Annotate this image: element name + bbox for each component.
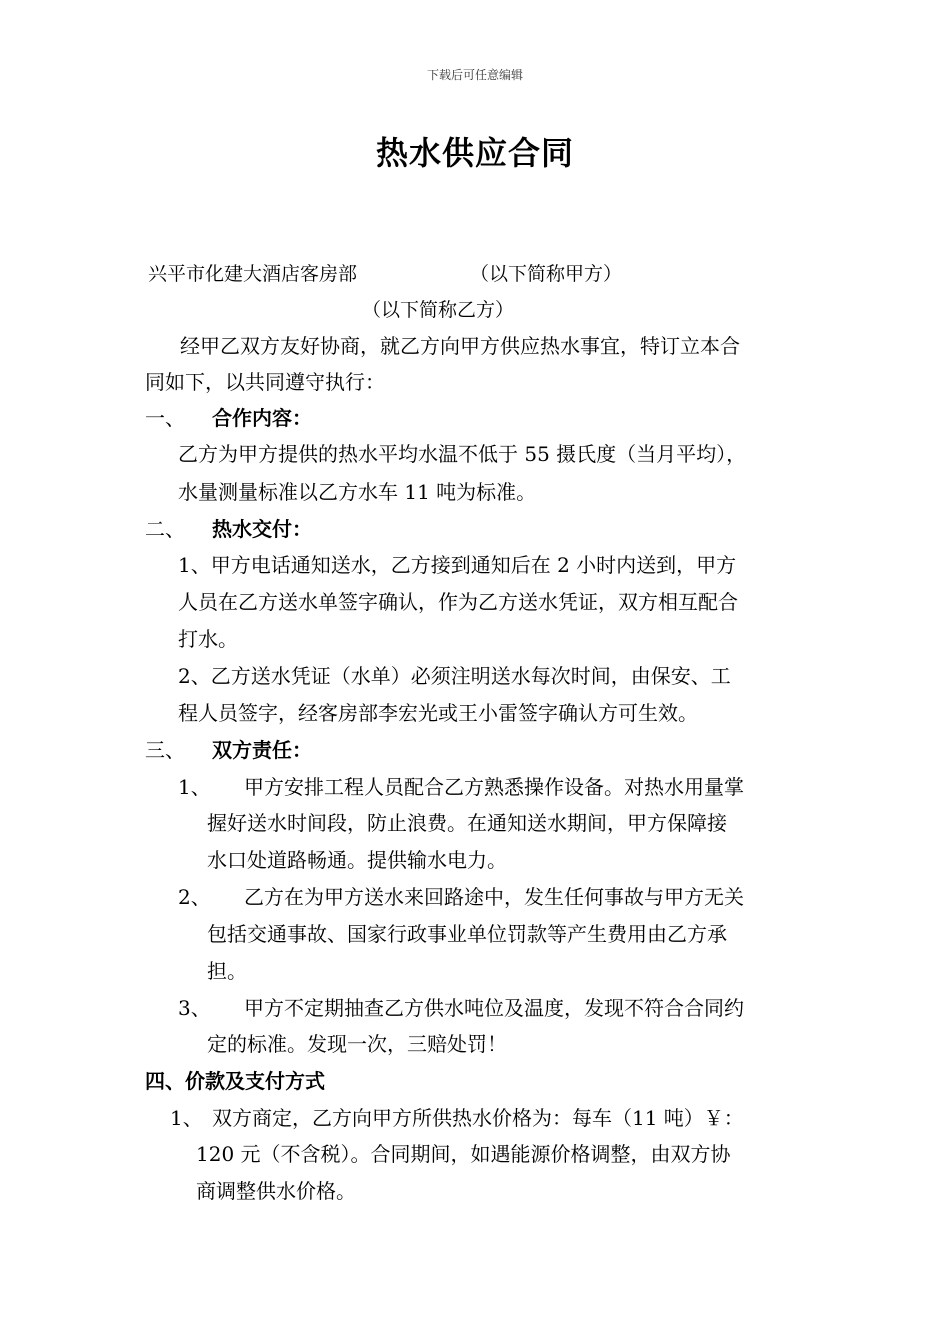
section-3-item-2-number: 2、 <box>178 885 211 909</box>
section-3-number: 三、 <box>145 738 185 762</box>
section-4-item-1-line-3: 商调整供水价格。 <box>196 1179 356 1203</box>
section-1-line-1: 乙方为甲方提供的热水平均水温不低于 55 摄氏度（当月平均）， <box>178 442 747 466</box>
party-a-label: （以下简称甲方） <box>470 263 623 285</box>
section-4-item-1-number: 1、 <box>170 1106 203 1130</box>
section-3-item-1-line-2: 握好送水时间段，防止浪费。在通知送水期间，甲方保障接 <box>207 811 727 835</box>
intro-line-2: 同如下，以共同遵守执行： <box>145 370 385 394</box>
section-4-item-1-line-2: 120 元（不含税）。合同期间，如遇能源价格调整，由双方协 <box>196 1142 731 1166</box>
section-1-heading: 合作内容： <box>212 406 312 430</box>
section-2-item-2-line-1: 2、乙方送水凭证（水单）必须注明送水每次时间，由保安、工 <box>178 664 731 688</box>
intro-line-1: 经甲乙双方友好协商，就乙方向甲方供应热水事宜，特订立本合 <box>180 334 740 358</box>
section-2-item-1-line-1: 1、甲方电话通知送水，乙方接到通知后在 2 小时内送到，甲方 <box>178 553 737 577</box>
section-3-item-1-number: 1、 <box>178 775 211 799</box>
section-2-item-2-line-2: 程人员签字，经客房部李宏光或王小雷签字确认方可生效。 <box>178 701 698 725</box>
party-a-name: 兴平市化建大酒店客房部 <box>148 263 358 285</box>
section-3-heading: 双方责任： <box>212 738 312 762</box>
section-3-item-1-line-3: 水口处道路畅通。提供输水电力。 <box>207 848 507 872</box>
section-3-item-1-line-1: 甲方安排工程人员配合乙方熟悉操作设备。对热水用量掌 <box>244 775 744 799</box>
section-2-item-1-line-2: 人员在乙方送水单签字确认，作为乙方送水凭证，双方相互配合 <box>178 590 738 614</box>
section-3-item-2-line-1: 乙方在为甲方送水来回路途中，发生任何事故与甲方无关 <box>244 885 744 909</box>
section-2-item-1-line-3: 打水。 <box>178 627 238 651</box>
document-title: 热水供应合同 <box>375 134 574 172</box>
section-3-item-3-line-1: 甲方不定期抽查乙方供水吨位及温度，发现不符合合同约 <box>244 996 744 1020</box>
section-3-item-3-line-2: 定的标准。发现一次，三赔处罚！ <box>207 1032 507 1056</box>
section-4-item-1-line-1: 双方商定，乙方向甲方所供热水价格为：每车（11 吨）￥： <box>212 1106 744 1130</box>
section-3-item-2-line-2: 包括交通事故、国家行政事业单位罚款等产生费用由乙方承 <box>207 922 727 946</box>
party-b-label: （以下简称乙方） <box>362 299 515 321</box>
section-3-item-2-line-3: 担。 <box>207 959 247 983</box>
section-3-item-3-number: 3、 <box>178 996 211 1020</box>
section-1-line-2: 水量测量标准以乙方水车 11 吨为标准。 <box>178 480 537 504</box>
header-note: 下载后可任意编辑 <box>426 68 523 82</box>
section-4-heading: 四、价款及支付方式 <box>145 1069 325 1093</box>
section-1-number: 一、 <box>145 406 185 430</box>
section-2-heading: 热水交付： <box>212 517 312 541</box>
section-2-number: 二、 <box>145 517 185 541</box>
